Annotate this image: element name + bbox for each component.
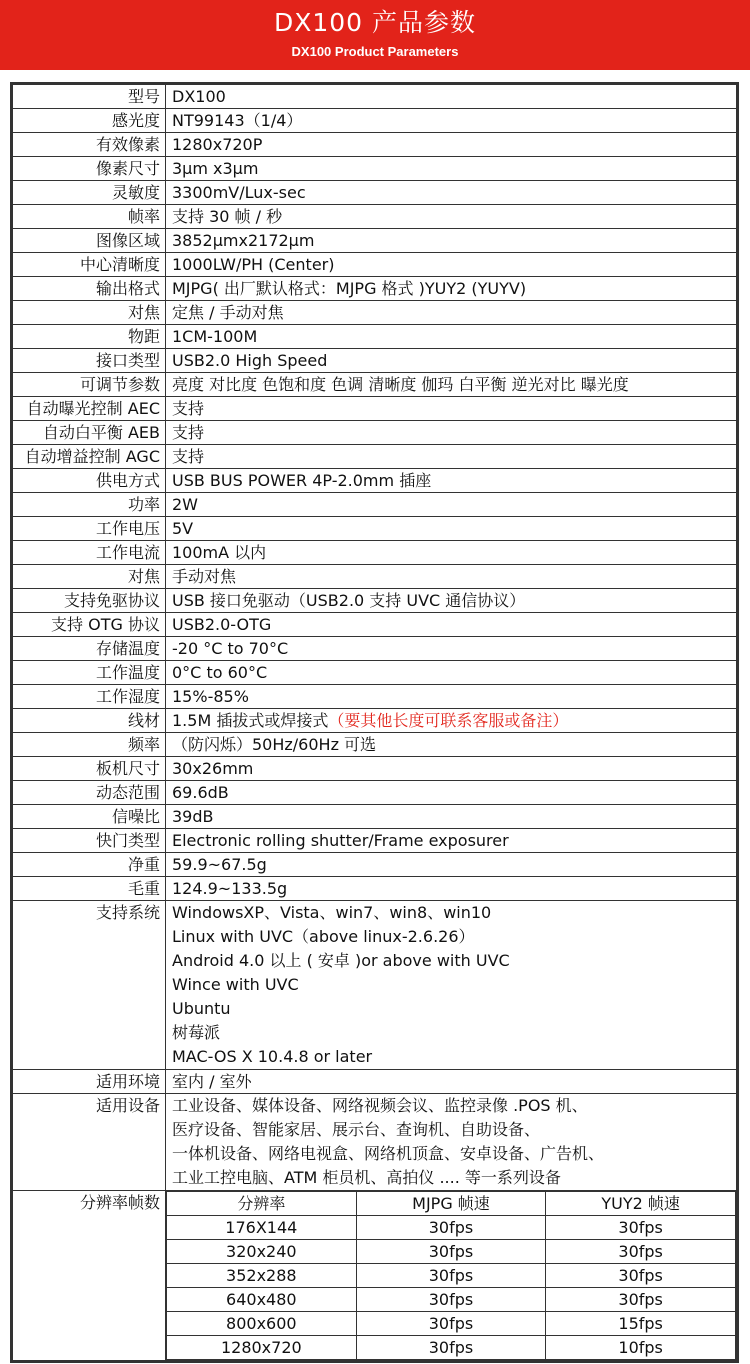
- spec-value-text: 69.6dB: [172, 783, 229, 802]
- spec-label: 工作电流: [13, 541, 166, 565]
- spec-table: [10, 82, 739, 1363]
- framerate-value: 30fps: [356, 1288, 546, 1312]
- spec-row-devices: [13, 1094, 737, 1191]
- spec-row: [13, 373, 737, 397]
- spec-value-text: NT99143（1/4）: [172, 111, 303, 130]
- framerate-cell: [166, 1191, 737, 1361]
- spec-value: [166, 637, 737, 661]
- spec-row: [13, 157, 737, 181]
- device-line: 一体机设备、网络电视盒、网络机顶盒、安卓设备、广告机、: [172, 1144, 605, 1163]
- title-banner: [0, 0, 750, 70]
- spec-label: 对焦: [13, 565, 166, 589]
- spec-row: [13, 517, 737, 541]
- spec-row: [13, 541, 737, 565]
- spec-row: [13, 709, 737, 733]
- spec-row: [13, 853, 737, 877]
- spec-label: 输出格式: [13, 277, 166, 301]
- spec-row: [13, 301, 737, 325]
- spec-row: [13, 805, 737, 829]
- spec-value: [166, 373, 737, 397]
- spec-value-text: MJPG( 出厂默认格式：MJPG 格式 )YUY2 (YUYV): [172, 279, 527, 298]
- spec-row: [13, 637, 737, 661]
- spec-label: 线材: [13, 709, 166, 733]
- spec-value: [166, 349, 737, 373]
- spec-value-text: 3852μmx2172μm: [172, 231, 315, 250]
- system-item: Wince with UVC: [172, 975, 299, 994]
- spec-value-text: 124.9~133.5g: [172, 879, 288, 898]
- spec-label: 动态范围: [13, 781, 166, 805]
- spec-row-environment: [13, 1070, 737, 1094]
- spec-label: 自动曝光控制 AEC: [13, 397, 166, 421]
- spec-value: [166, 541, 737, 565]
- spec-label: 像素尺寸: [13, 157, 166, 181]
- system-item: Ubuntu: [172, 999, 231, 1018]
- spec-label: 工作电压: [13, 517, 166, 541]
- framerate-row: [167, 1264, 736, 1288]
- spec-value: [166, 205, 737, 229]
- spec-label: 有效像素: [13, 133, 166, 157]
- spec-value: [166, 685, 737, 709]
- system-item: Android 4.0 以上 ( 安卓 )or above with UVC: [172, 951, 510, 970]
- spec-row: [13, 349, 737, 373]
- spec-value: [166, 589, 737, 613]
- page-subtitle: DX100 Product Parameters: [291, 44, 459, 59]
- spec-value: [166, 565, 737, 589]
- spec-row: [13, 469, 737, 493]
- spec-label: 频率: [13, 733, 166, 757]
- spec-row: [13, 589, 737, 613]
- spec-value: 室内 / 室外: [166, 1070, 737, 1094]
- spec-value: [166, 613, 737, 637]
- spec-row: [13, 613, 737, 637]
- spec-label: 中心清晰度: [13, 253, 166, 277]
- spec-label: 灵敏度: [13, 181, 166, 205]
- spec-value-text: 15%-85%: [172, 687, 249, 706]
- spec-label: 物距: [13, 325, 166, 349]
- spec-label: 适用环境: [13, 1070, 166, 1094]
- spec-row: [13, 661, 737, 685]
- spec-note: （要其他长度可联系客服或备注）: [328, 711, 569, 730]
- spec-row: [13, 325, 737, 349]
- framerate-header: MJPG 帧速: [356, 1192, 546, 1216]
- spec-label: 信噪比: [13, 805, 166, 829]
- spec-label: 自动白平衡 AEB: [13, 421, 166, 445]
- spec-value-text: 5V: [172, 519, 194, 538]
- framerate-value: 30fps: [356, 1216, 546, 1240]
- spec-label: 自动增益控制 AGC: [13, 445, 166, 469]
- spec-label: 工作湿度: [13, 685, 166, 709]
- spec-value: [166, 277, 737, 301]
- framerate-value: 30fps: [546, 1240, 736, 1264]
- spec-row: [13, 757, 737, 781]
- framerate-header: YUY2 帧速: [546, 1192, 736, 1216]
- spec-value-text: 30x26mm: [172, 759, 254, 778]
- spec-value-text: 1CM-100M: [172, 327, 258, 346]
- spec-value-text: 支持: [172, 423, 205, 442]
- spec-value-text: 1280x720P: [172, 135, 263, 154]
- spec-row: [13, 829, 737, 853]
- framerate-value: 1280x720: [167, 1336, 357, 1360]
- spec-row-systems: [13, 901, 737, 1070]
- device-line: 工业设备、媒体设备、网络视频会议、监控录像 .POS 机、: [172, 1096, 588, 1115]
- spec-label: 存储温度: [13, 637, 166, 661]
- spec-row-framerate: [13, 1191, 737, 1361]
- spec-value: [166, 757, 737, 781]
- spec-value: [166, 829, 737, 853]
- device-line: 工业工控电脑、ATM 柜员机、高拍仪 .... 等一系列设备: [172, 1168, 561, 1187]
- framerate-row: [167, 1216, 736, 1240]
- spec-label: 可调节参数: [13, 373, 166, 397]
- spec-value-text: 2W: [172, 495, 198, 514]
- spec-value-text: 亮度 对比度 色饱和度 色调 清晰度 伽玛 白平衡 逆光对比 曝光度: [172, 375, 629, 394]
- framerate-value: 10fps: [546, 1336, 736, 1360]
- spec-value-text: 59.9~67.5g: [172, 855, 267, 874]
- spec-value: [166, 469, 737, 493]
- framerate-value: 30fps: [356, 1336, 546, 1360]
- page-title: DX100 产品参数: [273, 8, 477, 37]
- spec-row: [13, 133, 737, 157]
- spec-row: [13, 109, 737, 133]
- spec-value: [166, 853, 737, 877]
- spec-value: [166, 493, 737, 517]
- spec-row: [13, 445, 737, 469]
- spec-value-text: -20 °C to 70°C: [172, 639, 289, 658]
- spec-label: 快门类型: [13, 829, 166, 853]
- spec-row: [13, 421, 737, 445]
- spec-value: [166, 133, 737, 157]
- spec-row: [13, 565, 737, 589]
- system-item: Linux with UVC（above linux-2.6.26）: [172, 927, 475, 946]
- spec-label: 功率: [13, 493, 166, 517]
- spec-value: [166, 517, 737, 541]
- spec-row: [13, 781, 737, 805]
- spec-value: [166, 421, 737, 445]
- spec-value: [166, 157, 737, 181]
- spec-value: [166, 709, 737, 733]
- framerate-value: 352x288: [167, 1264, 357, 1288]
- spec-table-body: [13, 85, 737, 1361]
- spec-row: [13, 85, 737, 109]
- spec-row: [13, 253, 737, 277]
- spec-value: [166, 805, 737, 829]
- spec-value: [166, 181, 737, 205]
- framerate-table: [166, 1191, 736, 1360]
- device-line: 医疗设备、智能家居、展示台、查询机、自助设备、: [172, 1120, 541, 1139]
- spec-value-text: 1.5M 插拔式或焊接式: [172, 711, 329, 730]
- spec-label: 分辨率帧数: [13, 1191, 166, 1361]
- spec-value-text: 支持 30 帧 / 秒: [172, 207, 283, 226]
- spec-label: 板机尺寸: [13, 757, 166, 781]
- spec-value: [166, 229, 737, 253]
- spec-value: [166, 397, 737, 421]
- framerate-row: [167, 1312, 736, 1336]
- spec-value-text: USB BUS POWER 4P-2.0mm 插座: [172, 471, 432, 490]
- spec-value: [166, 661, 737, 685]
- spec-value-text: 3300mV/Lux-sec: [172, 183, 306, 202]
- spec-label: 支持免驱协议: [13, 589, 166, 613]
- spec-label: 接口类型: [13, 349, 166, 373]
- spec-value: [166, 445, 737, 469]
- framerate-value: 320x240: [167, 1240, 357, 1264]
- framerate-value: 800x600: [167, 1312, 357, 1336]
- spec-label: 帧率: [13, 205, 166, 229]
- spec-row: [13, 277, 737, 301]
- spec-label: 型号: [13, 85, 166, 109]
- framerate-value: 30fps: [356, 1240, 546, 1264]
- framerate-header: 分辨率: [167, 1192, 357, 1216]
- system-item: 树莓派: [172, 1023, 221, 1042]
- spec-row: [13, 877, 737, 901]
- systems-list: [166, 901, 737, 1070]
- spec-label: 供电方式: [13, 469, 166, 493]
- framerate-value: 30fps: [546, 1288, 736, 1312]
- spec-row: [13, 685, 737, 709]
- system-item: WindowsXP、Vista、win7、win8、win10: [172, 903, 492, 922]
- spec-value: [166, 253, 737, 277]
- system-item: MAC-OS X 10.4.8 or later: [172, 1047, 373, 1066]
- framerate-value: 640x480: [167, 1288, 357, 1312]
- spec-label: 适用设备: [13, 1094, 166, 1191]
- spec-label: 工作温度: [13, 661, 166, 685]
- spec-value-text: USB 接口免驱动（USB2.0 支持 UVC 通信协议）: [172, 591, 526, 610]
- spec-value: [166, 781, 737, 805]
- framerate-value: 30fps: [356, 1264, 546, 1288]
- spec-row: [13, 733, 737, 757]
- spec-value-text: 定焦 / 手动对焦: [172, 303, 284, 322]
- spec-value-text: DX100: [172, 87, 226, 106]
- spec-value-text: 手动对焦: [172, 567, 237, 586]
- framerate-value: 15fps: [546, 1312, 736, 1336]
- spec-label: 净重: [13, 853, 166, 877]
- spec-label: 毛重: [13, 877, 166, 901]
- spec-value: [166, 325, 737, 349]
- framerate-value: 30fps: [546, 1216, 736, 1240]
- spec-value-text: 100mA 以内: [172, 543, 267, 562]
- spec-value-text: 3μm x3μm: [172, 159, 259, 178]
- spec-value: [166, 85, 737, 109]
- spec-value-text: Electronic rolling shutter/Frame exposurer: [172, 831, 509, 850]
- spec-label: 图像区域: [13, 229, 166, 253]
- spec-label: 感光度: [13, 109, 166, 133]
- spec-value-text: 1000LW/PH (Center): [172, 255, 335, 274]
- framerate-row: [167, 1240, 736, 1264]
- spec-row: [13, 229, 737, 253]
- devices-list: [166, 1094, 737, 1191]
- spec-label: 对焦: [13, 301, 166, 325]
- spec-label: 支持 OTG 协议: [13, 613, 166, 637]
- spec-row: [13, 397, 737, 421]
- spec-value: [166, 301, 737, 325]
- spec-value-text: 支持: [172, 447, 205, 466]
- spec-value: [166, 877, 737, 901]
- spec-value: [166, 733, 737, 757]
- spec-value-text: 0°C to 60°C: [172, 663, 268, 682]
- framerate-row: [167, 1288, 736, 1312]
- spec-value-text: USB2.0 High Speed: [172, 351, 328, 370]
- spec-row: [13, 205, 737, 229]
- spec-value-text: （防闪烁）50Hz/60Hz 可选: [172, 735, 377, 754]
- spec-label: 支持系统: [13, 901, 166, 1070]
- framerate-value: 30fps: [356, 1312, 546, 1336]
- framerate-header-row: [167, 1192, 736, 1216]
- spec-row: [13, 493, 737, 517]
- spec-row: [13, 181, 737, 205]
- spec-value-text: 支持: [172, 399, 205, 418]
- spec-value: [166, 109, 737, 133]
- framerate-value: 30fps: [546, 1264, 736, 1288]
- framerate-row: [167, 1336, 736, 1360]
- spec-value-text: 39dB: [172, 807, 214, 826]
- spec-value-text: USB2.0-OTG: [172, 615, 272, 634]
- framerate-value: 176X144: [167, 1216, 357, 1240]
